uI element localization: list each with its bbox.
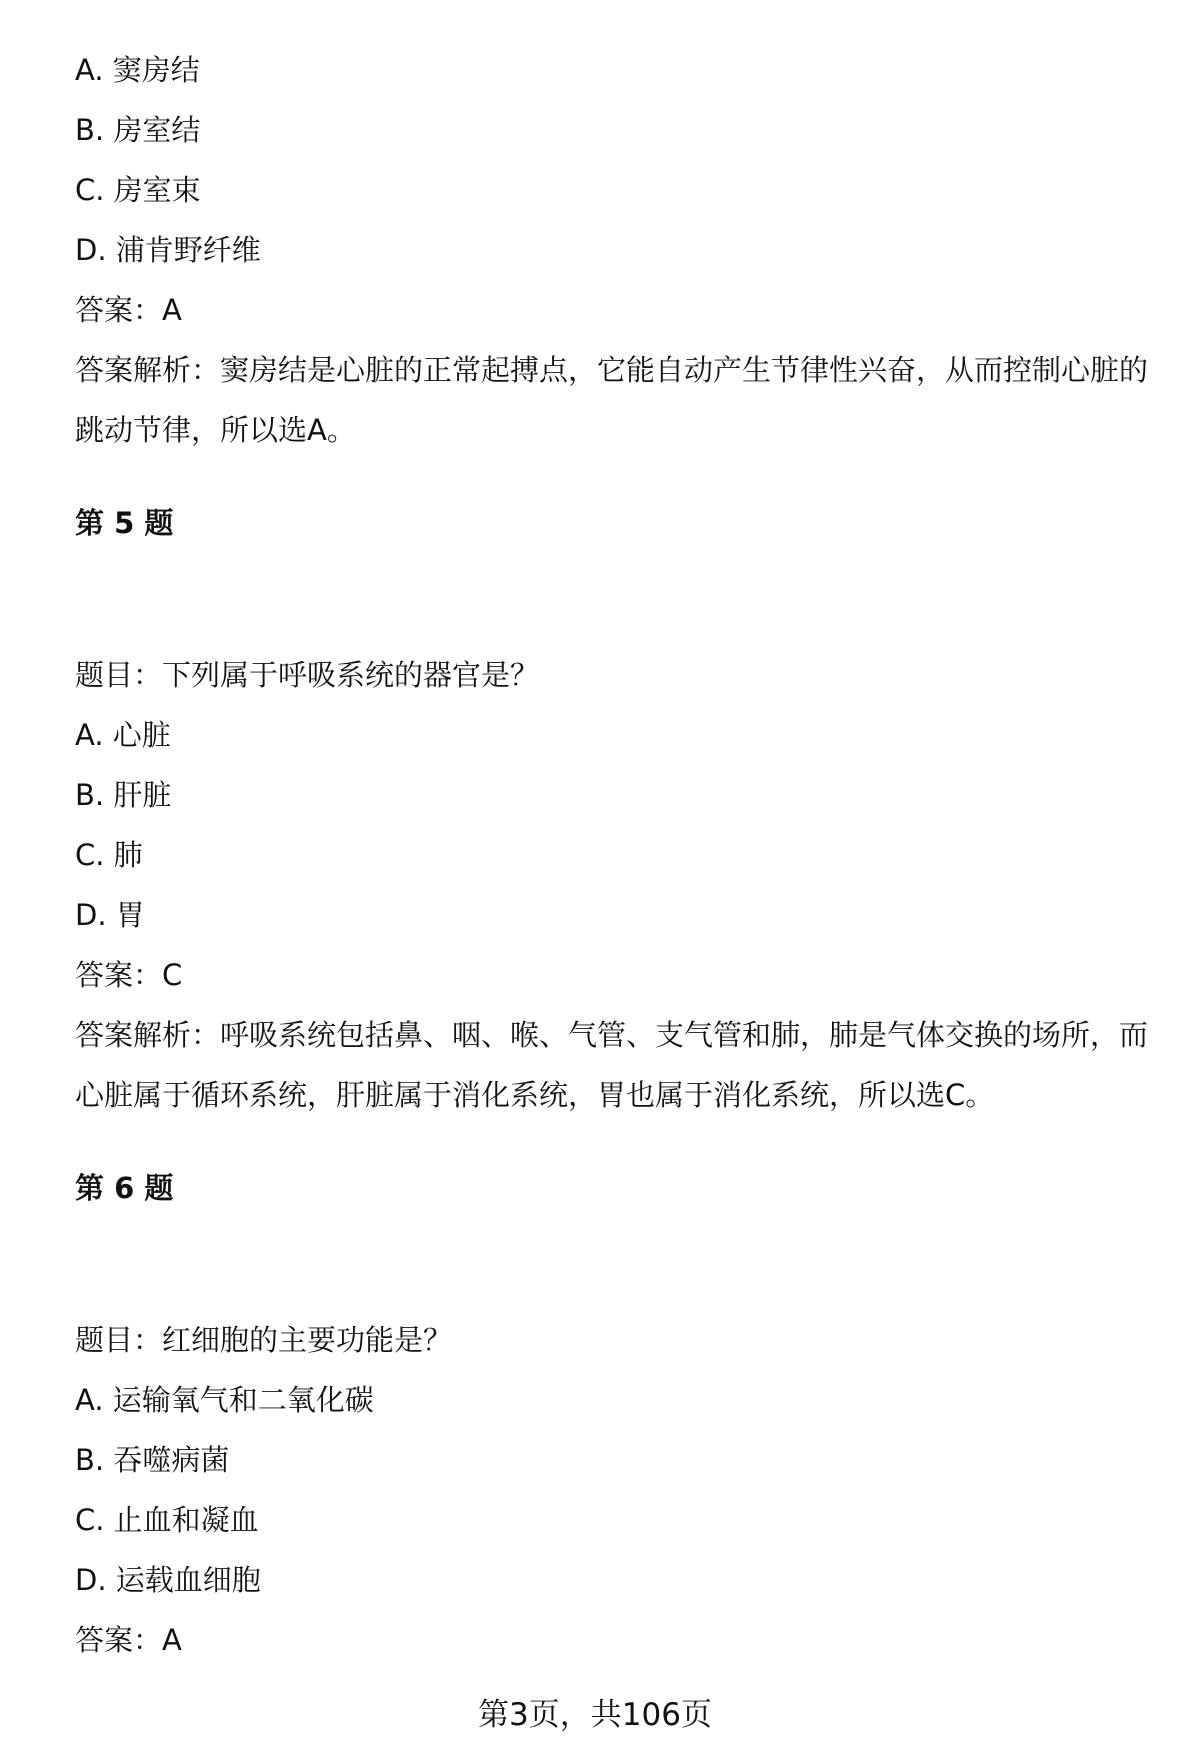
q6-option-c: C. 止血和凝血 xyxy=(75,1503,259,1537)
q5-explanation: 答案解析：呼吸系统包括鼻、咽、喉、气管、支气管和肺，肺是气体交换的场所，而心脏属于循环系统，肝脏属于消化系统，胃也属于消化系统，所以选C。 xyxy=(75,1018,1149,1112)
q5-option-a: A. 心脏 xyxy=(75,718,171,752)
q4-option-c: C. 房室束 xyxy=(75,173,201,207)
q5-heading: 第 5 题 xyxy=(75,506,174,540)
q6-question: 题目：红细胞的主要功能是？ xyxy=(75,1323,453,1357)
q4-option-d: D. 浦肯野纤维 xyxy=(75,233,261,267)
page-footer: 第3页，共106页 xyxy=(478,1697,712,1733)
q5-option-c: C. 肺 xyxy=(75,838,143,872)
q5-answer: 答案：C xyxy=(75,958,183,992)
q4-option-b: B. 房室结 xyxy=(75,113,201,147)
q6-option-b: B. 吞噬病菌 xyxy=(75,1443,230,1477)
q6-answer: 答案：A xyxy=(75,1623,182,1657)
q4-option-a: A. 窦房结 xyxy=(75,53,200,87)
q5-question: 题目：下列属于呼吸系统的器官是？ xyxy=(75,658,540,692)
q4-explanation: 答案解析：窦房结是心脏的正常起搏点，它能自动产生节律性兴奋，从而控制心脏的跳动节律，所以选A。 xyxy=(75,353,1149,447)
q5-option-b: B. 肝脏 xyxy=(75,778,172,812)
q6-option-a: A. 运输氧气和二氧化碳 xyxy=(75,1383,374,1417)
q6-heading: 第 6 题 xyxy=(75,1171,174,1205)
q5-option-d: D. 胃 xyxy=(75,898,145,932)
q6-option-d: D. 运载血细胞 xyxy=(75,1563,261,1597)
q4-answer: 答案：A xyxy=(75,293,182,327)
